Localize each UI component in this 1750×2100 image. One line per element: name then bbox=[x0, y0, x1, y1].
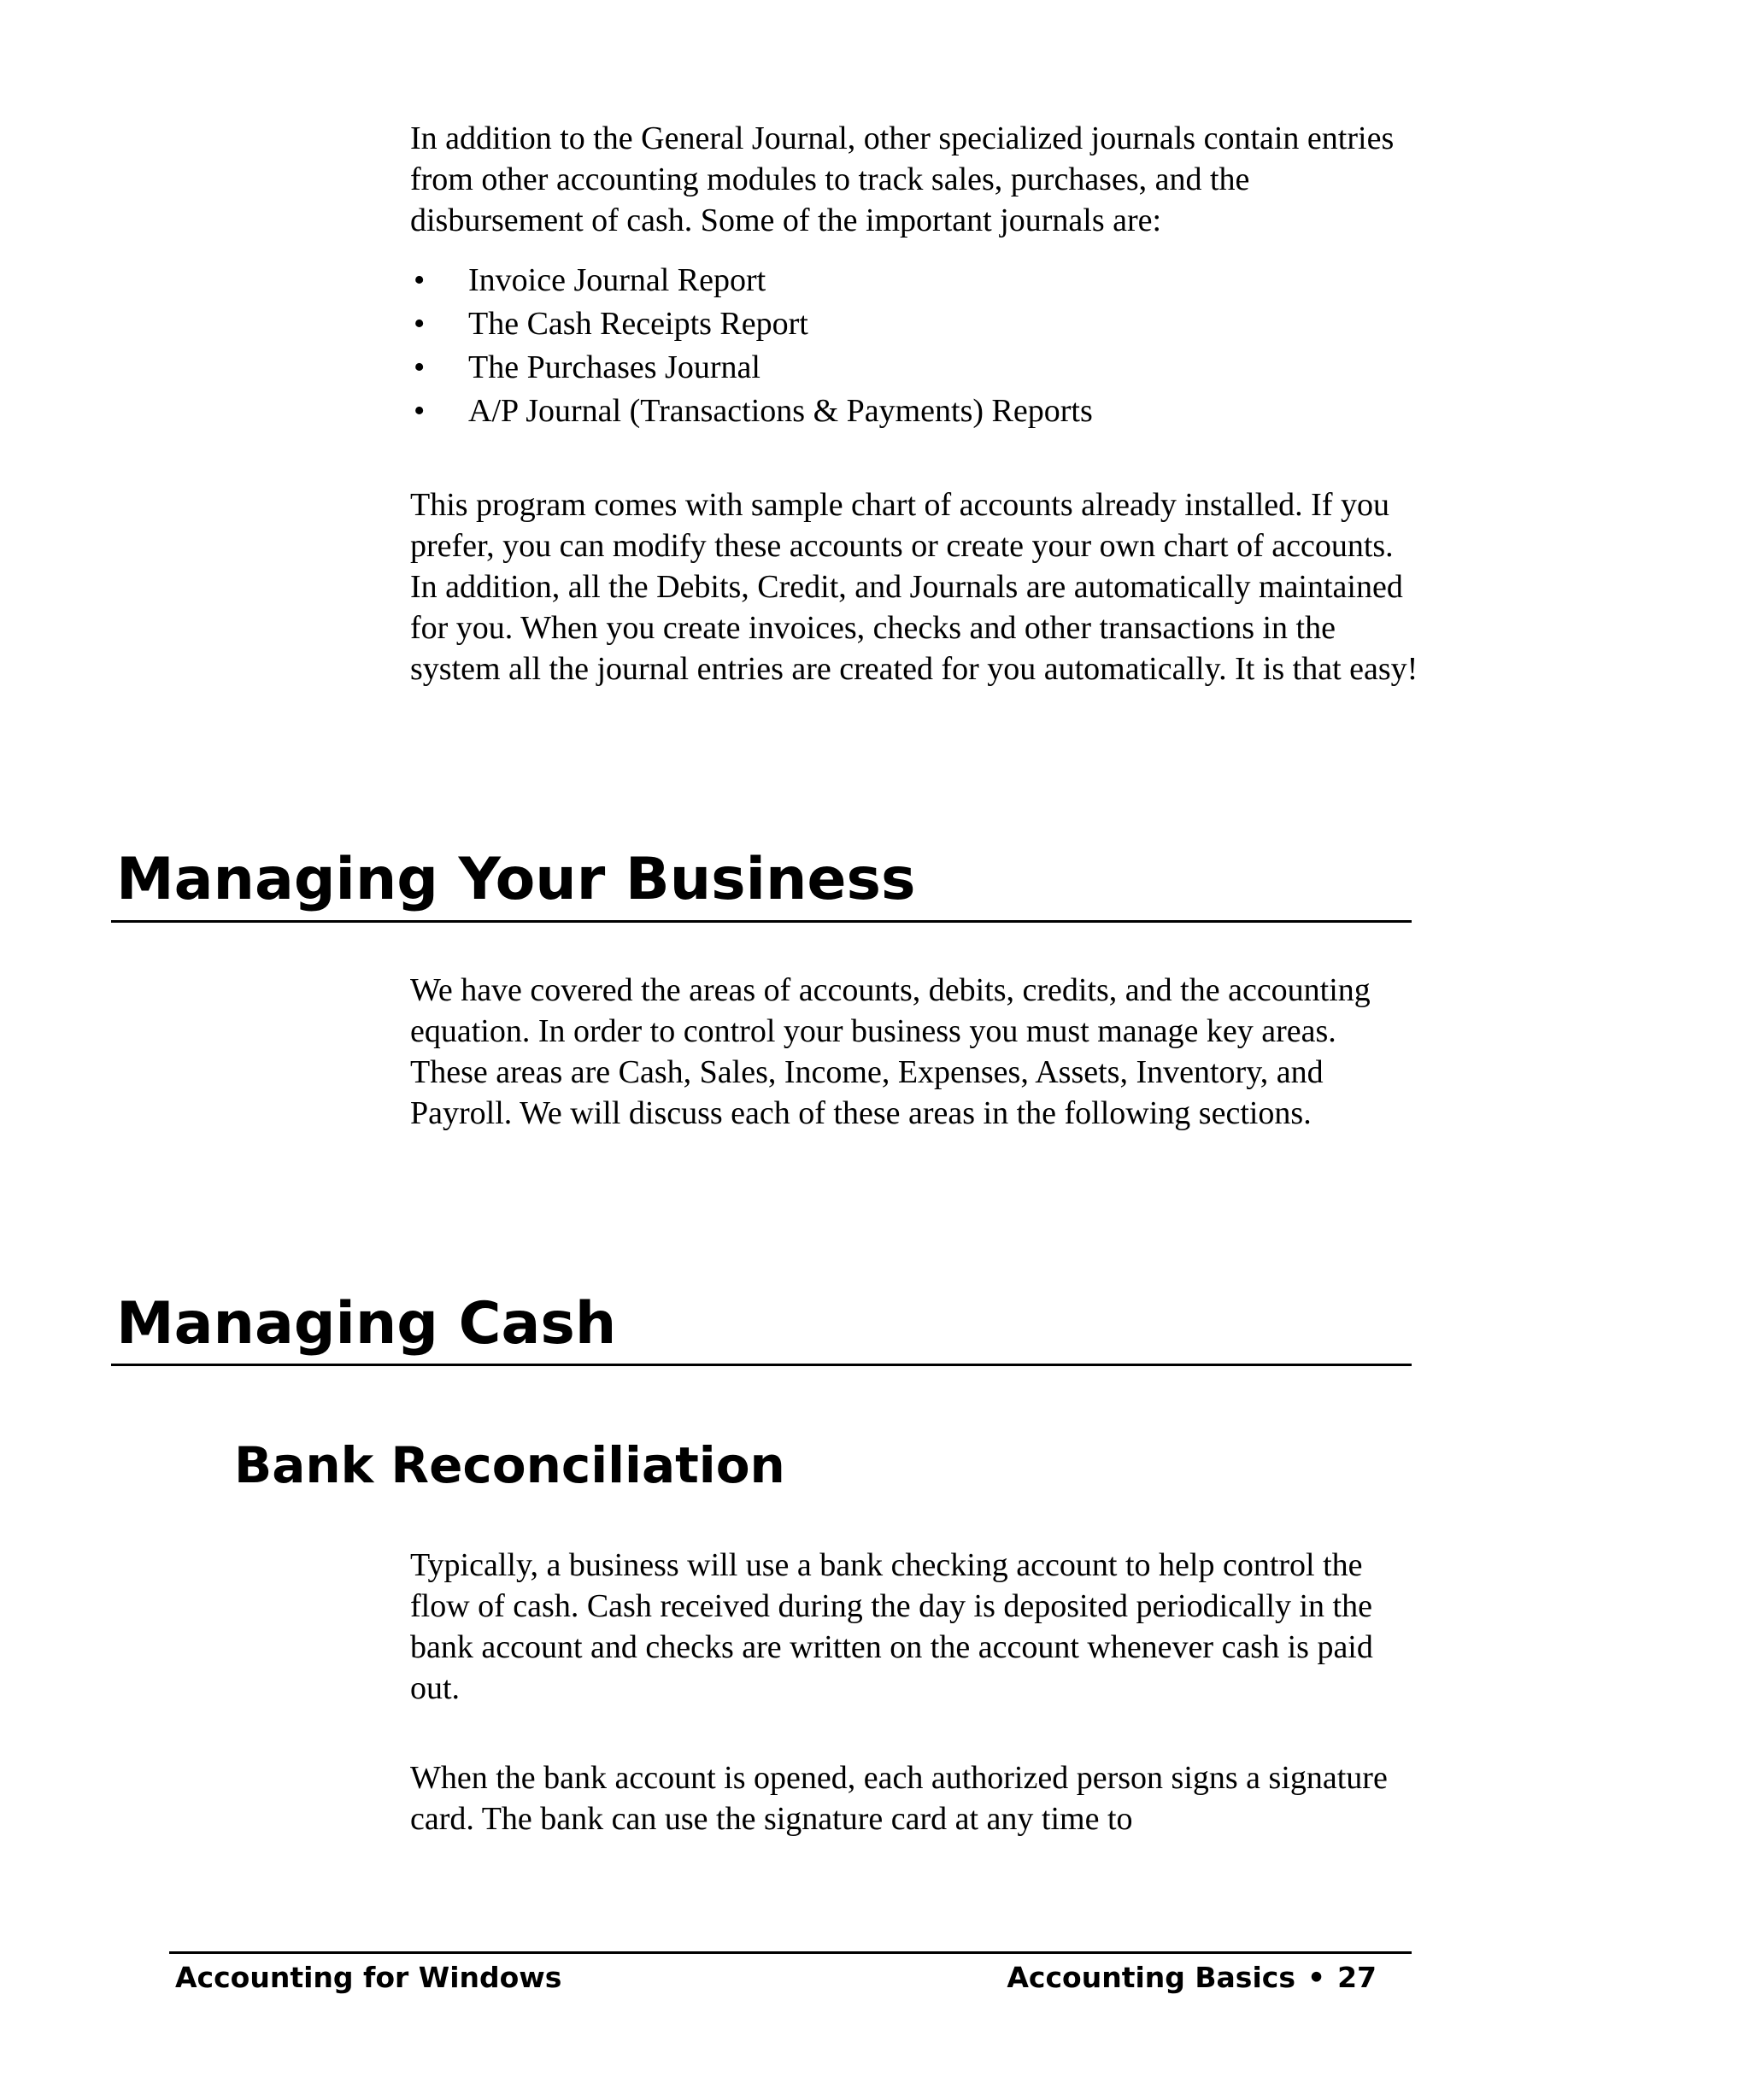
list-item-label: The Cash Receipts Report bbox=[468, 306, 808, 342]
footer-rule bbox=[169, 1951, 1412, 1954]
bullet-icon: • bbox=[414, 393, 426, 429]
list-item bbox=[410, 302, 1418, 346]
heading-rule bbox=[111, 1364, 1412, 1366]
list-item-label: Invoice Journal Report bbox=[468, 262, 766, 298]
list-item-label: A/P Journal (Transactions & Payments) Reports bbox=[468, 393, 1093, 429]
journal-list bbox=[410, 259, 1418, 433]
list-item bbox=[410, 390, 1418, 433]
heading-managing-cash: Managing Cash bbox=[116, 1290, 617, 1358]
footer-book-title: Accounting for Windows bbox=[175, 1961, 562, 1994]
footer-section-title: Accounting Basics bbox=[1007, 1961, 1295, 1994]
managing-business-paragraph: We have covered the areas of accounts, debits, credits, and the accounting equation. In order to control your business you must manage key areas. These areas are Cash, Sales, Income, Expenses, Assets, Inventory, and Payroll. We will discuss each of these areas in the following sections. bbox=[410, 972, 1371, 1131]
signature-card-paragraph: When the bank account is opened, each authorized person signs a signature card. The bank can use the signature card at any time to bbox=[410, 1760, 1388, 1837]
bullet-icon: • bbox=[414, 349, 426, 385]
heading-managing-your-business: Managing Your Business bbox=[116, 846, 916, 913]
chart-of-accounts-paragraph: This program comes with sample chart of accounts already installed. If you prefer, you can modify these accounts or create your own chart of accounts. In addition, all the Debits, Credit, and Journals are automatically maintained for you. When you create invoices, checks and other transactions in the system all the journal entries are created for you automatically. It is that easy! bbox=[410, 487, 1418, 687]
heading-rule bbox=[111, 920, 1412, 923]
heading-bank-reconciliation: Bank Reconciliation bbox=[234, 1436, 785, 1494]
bullet-icon: • bbox=[414, 306, 426, 342]
bank-account-paragraph: Typically, a business will use a bank checking account to help control the flow of cash. Cash received during the day is deposited periodically in the bank account and checks are written on the account whenever cash is paid out. bbox=[410, 1547, 1373, 1706]
footer-page-info bbox=[1007, 1961, 1377, 1995]
intro-paragraph: In addition to the General Journal, other specialized journals contain entries from other accounting modules to track sales, purchases, and the disbursement of cash. Some of the important journals are: bbox=[410, 120, 1395, 238]
bullet-icon: • bbox=[414, 262, 426, 298]
list-item bbox=[410, 346, 1418, 390]
page-number: 27 bbox=[1337, 1961, 1377, 1994]
list-item bbox=[410, 259, 1418, 302]
list-item-label: The Purchases Journal bbox=[468, 349, 760, 385]
footer-separator: • bbox=[1307, 1961, 1326, 1994]
